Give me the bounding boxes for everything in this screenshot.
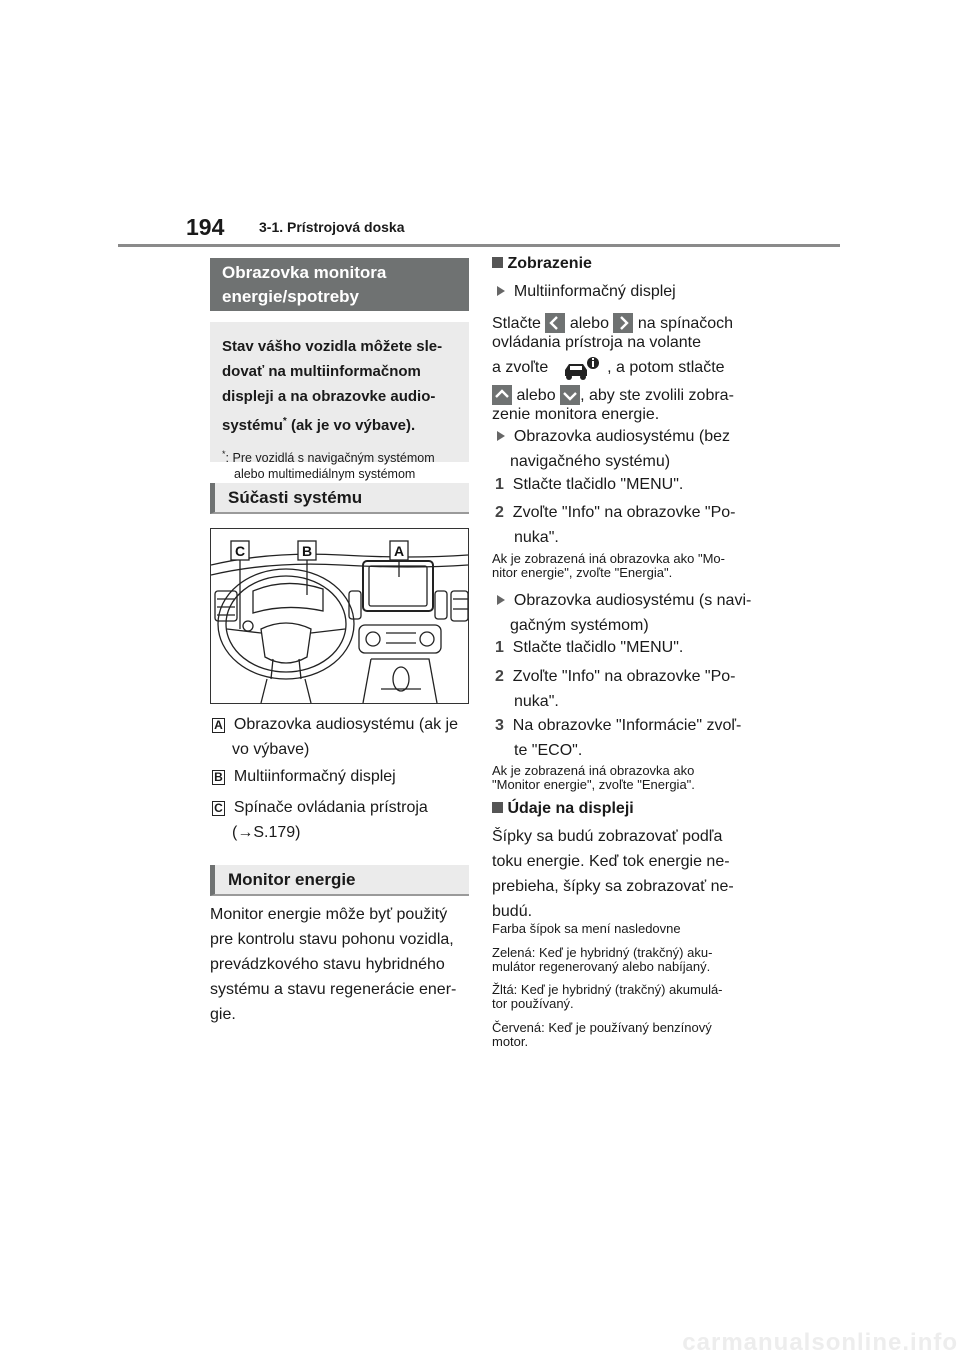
box-title-system-components: Súčasti systému	[210, 483, 469, 514]
step-1-menu: 1 Stlačte tlačidlo "MENU".	[495, 476, 684, 493]
sub-multi-info: Multiinformačný displej	[497, 283, 676, 301]
instruction-select: a zvoľte , a potom stlačte	[492, 356, 752, 380]
legend-a: A Obrazovka audiosystému (ak je vo výbave)	[212, 712, 472, 762]
box-title-energy-monitor: Monitor energie	[210, 865, 469, 896]
intro-box	[210, 322, 469, 482]
watermark	[0, 1330, 960, 1358]
header-rule	[118, 244, 840, 247]
square-bullet-icon	[492, 802, 503, 813]
color-intro: Farba šípok sa mení nasledovne	[492, 921, 681, 936]
note-other-screen-1: Ak je zobrazená iná obrazovka ako "Mo- nitor energie", zvoľte "Energia".	[492, 551, 725, 580]
square-bullet-icon	[492, 257, 503, 268]
chevron-left-icon	[545, 313, 565, 333]
step-1-menu-nav: 1 Stlačte tlačidlo "MENU".	[495, 639, 684, 656]
color-yellow: Žltá: Keď je hybridný (trakčný) akumulá- tor používaný.	[492, 982, 723, 1011]
page-number: 194	[186, 214, 225, 240]
sub-audio-nav: Obrazovka audiosystému (s navi- gačným systémom)	[497, 588, 757, 638]
legend-b: B Multiinformačný displej	[212, 764, 472, 789]
step-3-eco: 3 Na obrazovke "Informácie" zvoľ- te "ECO".	[495, 717, 742, 759]
callout-a: A	[393, 543, 405, 559]
step-2-info-nav: 2 Zvoľte "Info" na obrazovke "Po- nuka".	[495, 668, 736, 710]
triangle-bullet-icon	[497, 431, 505, 441]
callout-b: B	[301, 543, 313, 559]
heading-data-on-display: Údaje na displeji	[492, 800, 634, 818]
instruction-buttons: Stlačte alebo na spínačoch ovládania prístroja na volante	[492, 314, 752, 351]
step-2-info: 2 Zvoľte "Info" na obrazovke "Po- nuka".	[495, 504, 736, 546]
color-red: Červená: Keď je používaný benzínový motor.	[492, 1020, 712, 1049]
car-info-icon	[553, 356, 603, 380]
chevron-up-icon	[492, 385, 512, 405]
energy-monitor-paragraph: Monitor energie môže byť použitý pre kontrolu stavu pohonu vozidla, prevádzkového stavu hybridného systému a stavu regenerácie ener- gie.	[210, 906, 457, 1023]
legend-c: C Spínače ovládania prístroja (→S.179)	[212, 795, 472, 845]
section-title: 3-1. Prístrojová doska	[259, 219, 405, 235]
chevron-right-icon	[613, 313, 633, 333]
callout-c: C	[234, 543, 246, 559]
dashboard-drawing	[211, 529, 468, 703]
watermark-text: carmanualsonline.info	[682, 1330, 958, 1356]
chevron-down-icon	[560, 385, 580, 405]
heading-display: Zobrazenie	[492, 255, 592, 273]
intro-footnote: *: Pre vozidlá s navigačným systémom alebo multimediálnym systémom	[222, 449, 435, 482]
dashboard-illustration	[210, 528, 469, 704]
triangle-bullet-icon	[497, 286, 505, 296]
note-other-screen-2: Ak je zobrazená iná obrazovka ako "Monitor energie", zvoľte "Energia".	[492, 763, 695, 792]
instruction-updown: alebo , aby ste zvolili zobra- zenie monitora energie.	[492, 386, 754, 423]
color-green: Zelená: Keď je hybridný (trakčný) aku- mulátor regenerovaný alebo nabíjaný.	[492, 945, 713, 974]
box-title-energy-monitor-screen: Obrazovka monitora energie/spotreby	[210, 258, 469, 311]
triangle-bullet-icon	[497, 595, 505, 605]
data-paragraph: Šípky sa budú zobrazovať podľa toku energie. Keď tok energie ne- prebieha, šípky sa zobrazovať ne- budú.	[492, 828, 734, 920]
sub-audio-no-nav: Obrazovka audiosystému (bez navigačného systému)	[497, 424, 757, 474]
intro-text: Stav vášho vozidla môžete sle- dovať na multiinformačnom displeji a na obrazovke audio- systému* (ak je vo výbave).	[222, 338, 443, 434]
page-reference-link[interactable]: (→S.179)	[232, 824, 301, 841]
